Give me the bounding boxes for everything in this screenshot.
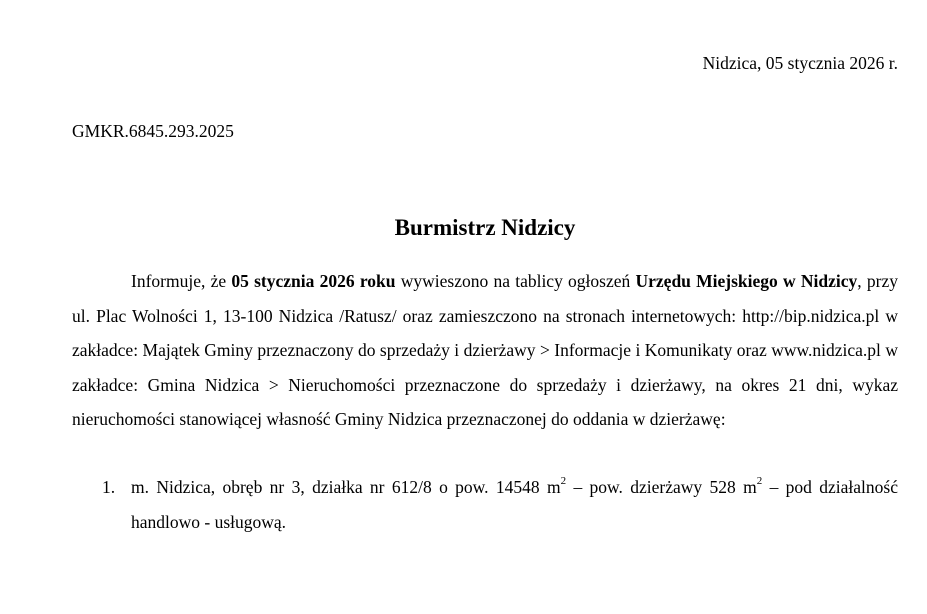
list-item-text-a: m. Nidzica, obręb nr 3, działka nr 612/8 o pow. 14548 m [131,477,561,497]
place-date: Nidzica, 05 stycznia 2026 r. [702,53,898,73]
reference-number: GMKR.6845.293.2025 [72,121,234,141]
list-item-text-b: – pow. dzierżawy 528 m [566,477,757,497]
superscript-a: 2 [560,475,567,488]
announcement-date: 05 stycznia 2026 roku [231,271,396,291]
list-item-text-c: – pod działalność handlowo - usługową. [131,477,898,532]
announcement-paragraph [72,264,898,437]
office-name: Urzędu Miejskiego w Nidzicy [635,271,858,291]
list-item-number: 1. [102,477,116,497]
list-item [72,470,898,539]
document-heading: Burmistrz Nidzicy [394,215,576,240]
property-list [72,470,898,539]
paragraph-text-1: Informuje, że [131,271,232,291]
paragraph-text-3: , przy ul. Plac Wolności 1, 13-100 Nidzica /Ratusz/ oraz zamieszczono na stronach internetowych: http://bip.nidzica.pl w zakładce: Majątek Gminy przeznaczony do sprzedaży i dzierżawy > Informacje i Komunikaty oraz www.nidzica.pl w zakładce: Gmina Nidzica > Nieruchomości przeznaczone do sprzedaży i dzierżawy, na okres 21 dni, wykaz nieruchomości stanowiącej własność Gminy Nidzica przeznaczonej do oddania w dzierżawę: [72,271,898,430]
superscript-b: 2 [756,475,763,488]
paragraph-text-2: wywieszono na tablicy ogłoszeń [395,271,636,291]
